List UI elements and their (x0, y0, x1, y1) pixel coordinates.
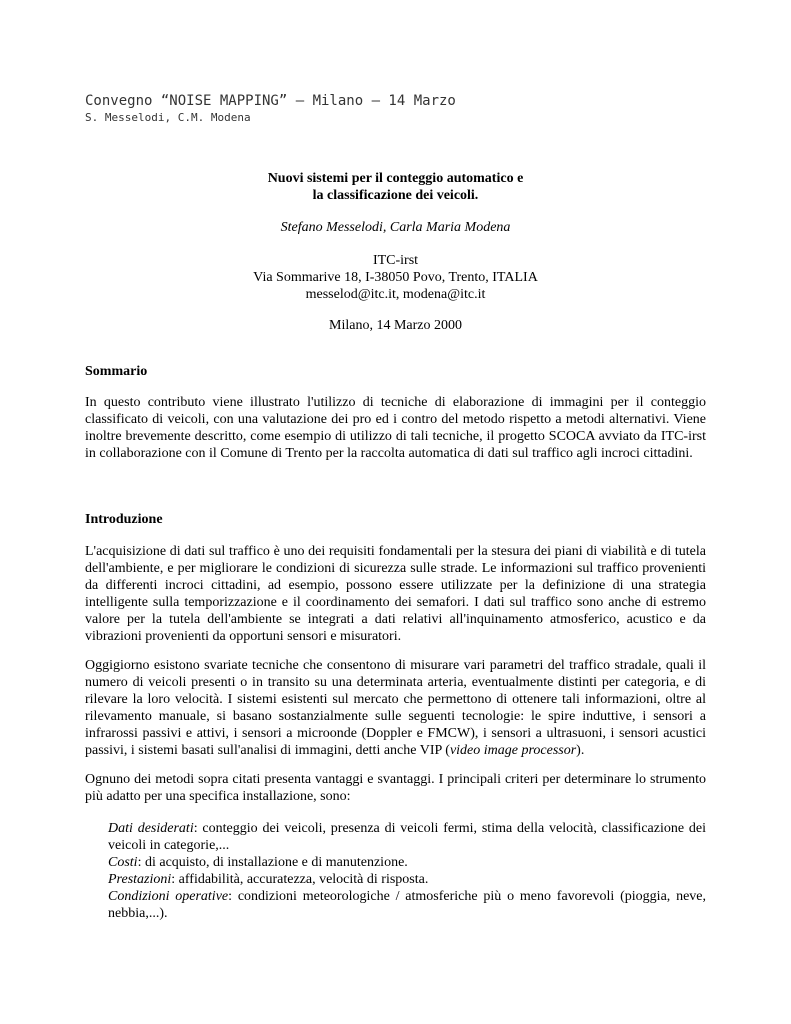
intro-paragraph-3: Ognuno dei metodi sopra citati presenta vantaggi e svantaggi. I principali criteri per determinare lo strumento più adatto per una specifica installazione, sono: (85, 772, 706, 804)
section-heading-sommario: Sommario (85, 364, 148, 379)
criteria-term: Dati desiderati (108, 821, 194, 836)
criteria-item (108, 854, 706, 871)
affiliation-institute: ITC-irst (372, 253, 419, 268)
paper-date: Milano, 14 Marzo 2000 (329, 318, 462, 333)
criteria-item (108, 871, 706, 888)
criteria-term: Costi (108, 855, 138, 870)
authors-short-header: S. Messelodi, C.M. Modena (85, 111, 251, 124)
criteria-item (108, 888, 706, 922)
criteria-desc: : di acquisto, di installazione e di manutenzione. (137, 855, 408, 870)
section-heading-introduzione: Introduzione (85, 512, 163, 527)
paper-title-line1: Nuovi sistemi per il conteggio automatico e (267, 171, 524, 186)
affiliation (85, 252, 706, 303)
criteria-desc: : conteggio dei veicoli, presenza di veicoli fermi, stima della velocità, classificazione dei veicoli in categorie,... (108, 821, 707, 853)
sommario-paragraph: In questo contributo viene illustrato l'utilizzo di tecniche di elaborazione di immagini per il conteggio classificato di veicoli, con una valutazione dei pro ed i contro del metodo rispetto a metodi alternativi. Viene inoltre brevemente descritto, come esempio di utilizzo di tali tecniche, il progetto SCOCA avviato da ITC-irst in collaborazione con il Comune di Trento per la raccolta automatica di dati sul traffico agli incroci cittadini. (85, 395, 706, 461)
paper-title-line2: la classificazione dei veicoli. (312, 188, 479, 203)
criteria-desc: : condizioni meteorologiche / atmosferiche più o meno favorevoli (pioggia, neve, nebbia,...). (108, 889, 707, 921)
affiliation-address: Via Sommarive 18, I-38050 Povo, Trento, ITALIA (253, 270, 538, 285)
intro-paragraph-2-main: Oggigiorno esistono svariate tecniche che consentono di misurare vari parametri del traffico stradale, quali il numero di veicoli presenti o in transito su una determinata arteria, eventualmente distinti per categoria, e di rilevare la loro velocità. I sistemi esistenti sul mercato che permettono di ottenere tali informazioni, oltre al rilevamento manuale, si basano sostanzialmente sulle seguenti tecnologie: le spire induttive, i sensori a infrarossi passivi e attivi, i sensori a microonde (Doppler e FMCW), i sensori a ultrasuoni, i sensori acustici passivi, i sistemi basati sull'analisi di immagini, detti anche VIP ( (85, 658, 706, 758)
intro-paragraph-2 (85, 657, 706, 759)
paper-title (85, 170, 706, 204)
criteria-item (108, 820, 706, 854)
intro-paragraph-1: L'acquisizione di dati sul traffico è uno dei requisiti fondamentali per la stesura dei piani di viabilità e di tutela dell'ambiente, e per migliorare le condizioni di sicurezza sulle strade. Le informazioni sul traffico provenienti da differenti incroci cittadini, ad esempio, possono essere utilizzate per la definizione di una strategia intelligente sulla temporizzazione e il coordinamento dei semafori. I dati sul traffico sono anche di estremo valore per la tutela dell'ambiente se integrati a dati relativi all'inquinamento atmosferico, acustico e da vibrazioni provenienti da opportuni sensori e misuratori. (85, 544, 706, 644)
criteria-desc: : affidabilità, accuratezza, velocità di risposta. (171, 872, 429, 887)
conference-header: Convegno “NOISE MAPPING” – Milano – 14 Marzo (85, 93, 456, 109)
paper-authors: Stefano Messelodi, Carla Maria Modena (280, 220, 511, 235)
affiliation-email: messelod@itc.it, modena@itc.it (305, 287, 486, 302)
intro-paragraph-2-italic: video image processor (449, 743, 577, 758)
criteria-list (108, 820, 706, 922)
criteria-term: Prestazioni (108, 872, 172, 887)
intro-paragraph-2-end: ). (576, 743, 585, 758)
criteria-term: Condizioni operative (108, 889, 229, 904)
